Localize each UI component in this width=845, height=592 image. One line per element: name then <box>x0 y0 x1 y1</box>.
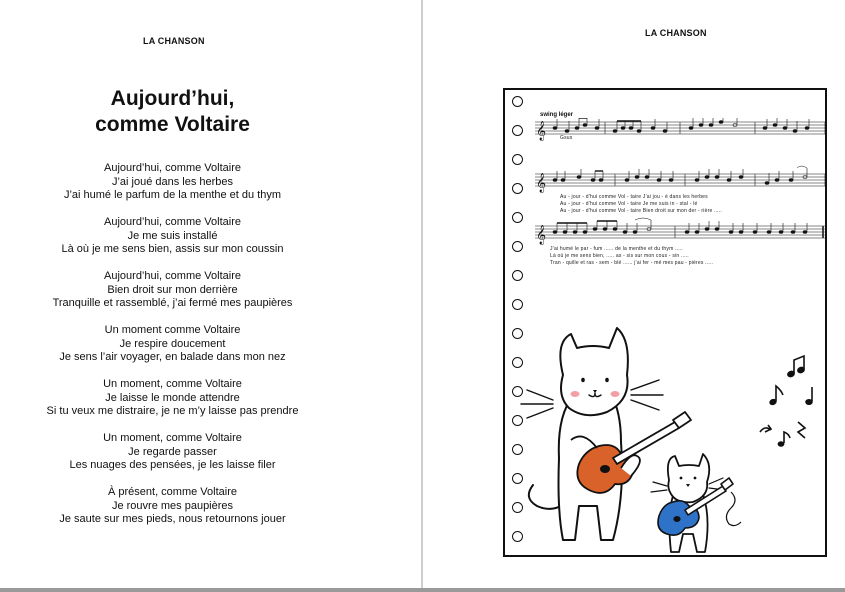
section-header: LA CHANSON <box>143 36 205 46</box>
binder-ring-icon <box>512 154 523 165</box>
lyric-line: Au - jour - d’hui comme Vol - taire Bien droit sur mon der - rière ..... <box>560 208 722 214</box>
lyric-line: J’ai humé le par - fum ...... de la menthe et du thym ..... <box>550 246 683 252</box>
song-title-line-1: Aujourd’hui, <box>110 87 235 110</box>
stanza-4 <box>20 324 325 365</box>
song-title-line-2: comme Voltaire <box>95 113 250 136</box>
tempo-marking: swing léger <box>540 112 574 118</box>
lyrics <box>20 162 325 540</box>
lyric-line: Si tu veux me distraire, je ne m’y laisse pas prendre <box>46 405 299 417</box>
small-cat-icon <box>651 454 725 552</box>
lyric-line: Les nuages des pensées, je les laisse filer <box>69 459 276 471</box>
lyric-line: Là où je me sens bien, ..... as - sis sur mon cous - sin ..... <box>550 253 689 259</box>
staff-lines <box>535 122 825 238</box>
lyric-line: J’ai humé le parfum de la menthe et du thym <box>63 189 282 201</box>
lyric-line: Au - jour - d’hui comme Vol - taire Je me suis in - stal - lé <box>560 201 698 207</box>
svg-text:𝄞: 𝄞 <box>536 173 547 193</box>
lyric-line: À présent, comme Voltaire <box>107 486 237 498</box>
lyric-line: Au - jour - d’hui comme Vol - taire J’ai jou - é dans les herbes <box>560 194 708 200</box>
lyric-line: Je laisse le monde attendre <box>105 391 240 404</box>
notes <box>553 118 809 234</box>
chord-symbol: Gsus <box>560 135 573 141</box>
lyric-line: Bien droit sur mon derrière <box>107 283 238 296</box>
binder-ring-icon <box>512 241 523 252</box>
lyric-line: Je rouvre mes paupières <box>111 499 234 512</box>
music-notes-icon <box>760 356 812 446</box>
stanza-1 <box>20 162 325 203</box>
binder-ring-icon <box>512 96 523 107</box>
lyric-line: Tranquille et rassemblé, j’ai fermé mes paupières <box>52 297 293 309</box>
lyric-line: Un moment, comme Voltaire <box>103 378 242 390</box>
lyric-line: Là où je me sens bien, assis sur mon coussin <box>61 243 284 255</box>
svg-text:𝄞: 𝄞 <box>536 121 547 141</box>
stanza-6 <box>20 432 325 473</box>
right-page <box>423 0 845 588</box>
lyric-line: Aujourd’hui, comme Voltaire <box>104 162 241 174</box>
lyric-line: Je respire doucement <box>119 337 226 350</box>
stanza-7 <box>20 486 325 527</box>
svg-text:𝄞: 𝄞 <box>536 225 547 245</box>
song-title <box>20 86 325 138</box>
lyric-line: Je regarde passer <box>128 445 217 458</box>
stanza-3 <box>20 270 325 311</box>
stanza-2 <box>20 216 325 257</box>
binder-ring-icon <box>512 125 523 136</box>
left-page <box>0 0 421 588</box>
lyric-line: J’ai joué dans les herbes <box>111 175 234 188</box>
lyric-line: Je sens l’air voyager, en balade dans mon nez <box>59 351 286 363</box>
stanza-5 <box>20 378 325 419</box>
cats-illustration <box>513 262 813 562</box>
bottom-edge <box>0 588 845 592</box>
lyric-line: Je me suis installé <box>127 229 218 242</box>
lyric-line: Un moment, comme Voltaire <box>103 432 242 444</box>
binder-ring-icon <box>512 212 523 223</box>
lyric-line: Je saute sur mes pieds, nous retournons jouer <box>59 513 286 525</box>
lyric-line: Aujourd’hui, comme Voltaire <box>104 216 241 228</box>
big-cat-icon <box>521 328 663 540</box>
treble-clef-icon <box>536 121 546 245</box>
lyric-line: Un moment comme Voltaire <box>104 324 241 336</box>
lyric-line: Aujourd’hui, comme Voltaire <box>104 270 241 282</box>
section-header: LA CHANSON <box>645 28 707 38</box>
lyric-line: Tran - quille et ras - sem - blé ...... j’ai fer - mé mes pau - pières ..... <box>550 260 714 266</box>
binder-ring-icon <box>512 183 523 194</box>
